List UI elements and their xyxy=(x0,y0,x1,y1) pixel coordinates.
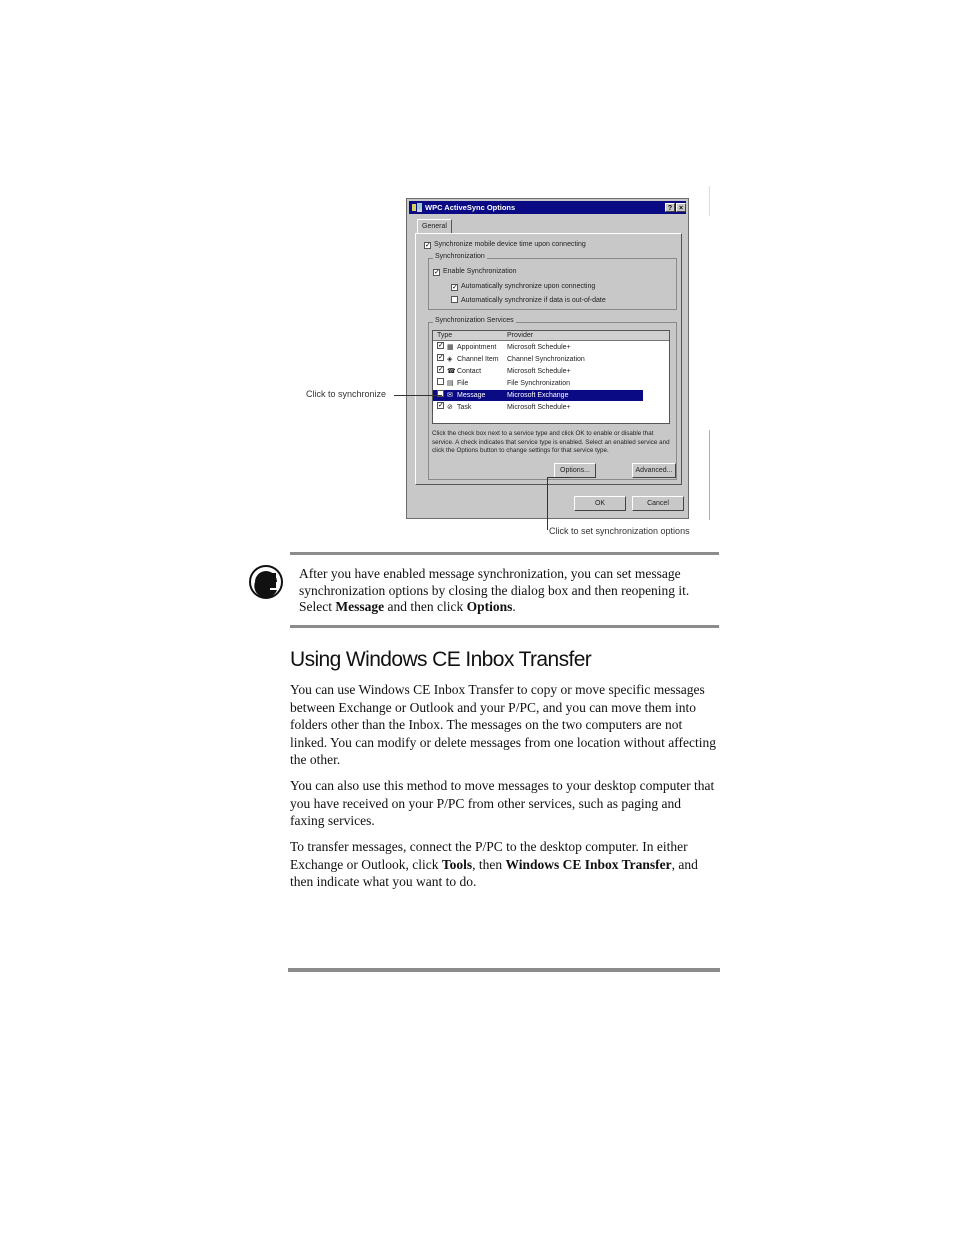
paragraph-3 xyxy=(290,838,718,891)
note-text-2: and then click xyxy=(384,599,467,614)
service-checkbox[interactable]: ✓ xyxy=(438,342,444,349)
callout-options-leader-top xyxy=(547,477,571,478)
service-row-contact[interactable] xyxy=(433,366,643,377)
auto-outofdate-option[interactable] xyxy=(451,296,606,306)
p3-bold-inbox-transfer: Windows CE Inbox Transfer xyxy=(505,856,672,872)
activesync-options-dialog xyxy=(406,198,689,519)
sync-time-option[interactable] xyxy=(424,240,586,250)
ok-button[interactable]: OK xyxy=(574,496,626,511)
auto-connect-label: Automatically synchronize upon connecting xyxy=(461,283,596,290)
service-provider: Microsoft Schedule+ xyxy=(507,404,571,411)
tab-general[interactable]: General xyxy=(417,219,452,234)
paragraph-2: You can also use this method to move messages to your desktop computer that you have received on your P/PC from other services, such as paging and faxing services. xyxy=(290,778,715,828)
service-row-file[interactable] xyxy=(433,378,643,389)
note-top-rule xyxy=(290,552,719,555)
file-icon: ▤ xyxy=(447,380,454,387)
callout-options-leader xyxy=(547,477,548,530)
service-provider: Microsoft Schedule+ xyxy=(507,368,571,375)
service-provider: Microsoft Schedule+ xyxy=(507,344,571,351)
contact-icon: ☎ xyxy=(447,368,456,375)
dialog-title: WPC ActiveSync Options xyxy=(425,203,516,212)
p3-text-2: , then xyxy=(472,856,506,872)
service-checkbox[interactable]: ✓ xyxy=(438,366,444,373)
service-checkbox[interactable] xyxy=(437,378,444,385)
p3-bold-tools: Tools xyxy=(441,856,473,872)
auto-outofdate-checkbox[interactable] xyxy=(451,296,458,303)
service-checkbox[interactable]: ✓ xyxy=(438,402,444,409)
synchronization-group xyxy=(428,253,677,310)
options-button[interactable]: Options... xyxy=(554,463,596,478)
service-row-appointment[interactable] xyxy=(433,342,643,353)
enable-sync-checkbox[interactable]: ✓ xyxy=(434,269,440,276)
service-type: Message xyxy=(457,392,486,399)
auto-connect-checkbox[interactable]: ✓ xyxy=(452,284,458,291)
note-text xyxy=(299,566,719,616)
service-provider: File Synchronization xyxy=(507,380,571,387)
p3-text-1: To transfer messages, connect the P/PC to the desktop computer. In either Exchange or Outlook, click xyxy=(290,839,688,872)
channel-icon: ◈ xyxy=(447,356,453,363)
enable-sync-option[interactable] xyxy=(433,267,517,277)
service-type: File xyxy=(457,380,469,387)
service-provider: Microsoft Exchange xyxy=(507,392,569,399)
page-bottom-rule xyxy=(288,968,720,972)
note-text-3: . xyxy=(512,599,516,614)
callout-synchronize: Click to synchronize xyxy=(306,389,387,399)
general-tab-panel xyxy=(415,233,682,485)
service-row-message[interactable] xyxy=(433,390,643,401)
service-row-channel-item[interactable] xyxy=(433,354,643,365)
service-type: Contact xyxy=(457,368,482,375)
service-type: Task xyxy=(457,404,472,411)
note-bold-options: Options xyxy=(466,599,513,614)
services-help-text: Click the check box next to a service type and click OK to enable or disable that service. A check indicates that service type is enabled. Select an enabled service and click the Options button to change settings for that service type. xyxy=(432,430,670,455)
column-type[interactable]: Type xyxy=(437,332,453,339)
service-type: Channel Item xyxy=(457,356,499,363)
service-checkbox[interactable]: ✓ xyxy=(438,354,444,361)
column-provider[interactable]: Provider xyxy=(507,332,534,339)
synchronization-group-label: Synchronization xyxy=(435,253,485,260)
services-list-header xyxy=(433,331,669,341)
section-heading: Using Windows CE Inbox Transfer xyxy=(290,648,592,671)
help-button[interactable]: ? xyxy=(665,203,675,212)
activesync-app-icon xyxy=(412,203,422,212)
services-list[interactable] xyxy=(432,330,670,424)
paragraph-1: You can use Windows CE Inbox Transfer to copy or move specific messages between Exchange or Outlook and your P/PC, and you can move them into folders other than the Inbox. The messages on the two computers are not linked. You can modify or delete messages from one location without affecting the other. xyxy=(290,682,717,767)
cancel-button[interactable]: Cancel xyxy=(632,496,684,511)
dialog-titlebar xyxy=(409,201,686,214)
task-icon: ⊘ xyxy=(447,404,453,411)
auto-connect-option[interactable] xyxy=(451,282,595,292)
scan-artifact xyxy=(709,186,710,216)
appointment-icon: ▦ xyxy=(447,344,454,351)
auto-outofdate-label: Automatically synchronize if data is out-of-date xyxy=(461,297,606,304)
p3-text-3: , and then indicate what you want to do. xyxy=(290,856,698,889)
service-provider: Channel Synchronization xyxy=(507,356,585,363)
callout-synchronize-leader xyxy=(394,395,442,396)
sync-time-label: Synchronize mobile device time upon connecting xyxy=(434,241,586,248)
service-row-task[interactable] xyxy=(433,402,643,413)
services-group-label: Synchronization Services xyxy=(435,317,514,324)
scan-artifact xyxy=(709,430,710,520)
message-icon: ✉ xyxy=(447,392,453,399)
note-text-1: After you have enabled message synchronization, you can set message synchronization options by closing the dialog box and then reopening it. Select xyxy=(299,566,690,614)
note-icon xyxy=(248,564,284,600)
sync-time-checkbox[interactable]: ✓ xyxy=(425,242,431,249)
service-type: Appointment xyxy=(457,344,497,351)
close-button[interactable]: × xyxy=(676,203,686,212)
note-bold-message: Message xyxy=(335,599,385,614)
callout-options: Click to set synchronization options xyxy=(549,526,690,536)
note-bottom-rule xyxy=(290,625,719,628)
enable-sync-label: Enable Synchronization xyxy=(443,268,517,275)
advanced-button[interactable]: Advanced... xyxy=(632,463,676,478)
